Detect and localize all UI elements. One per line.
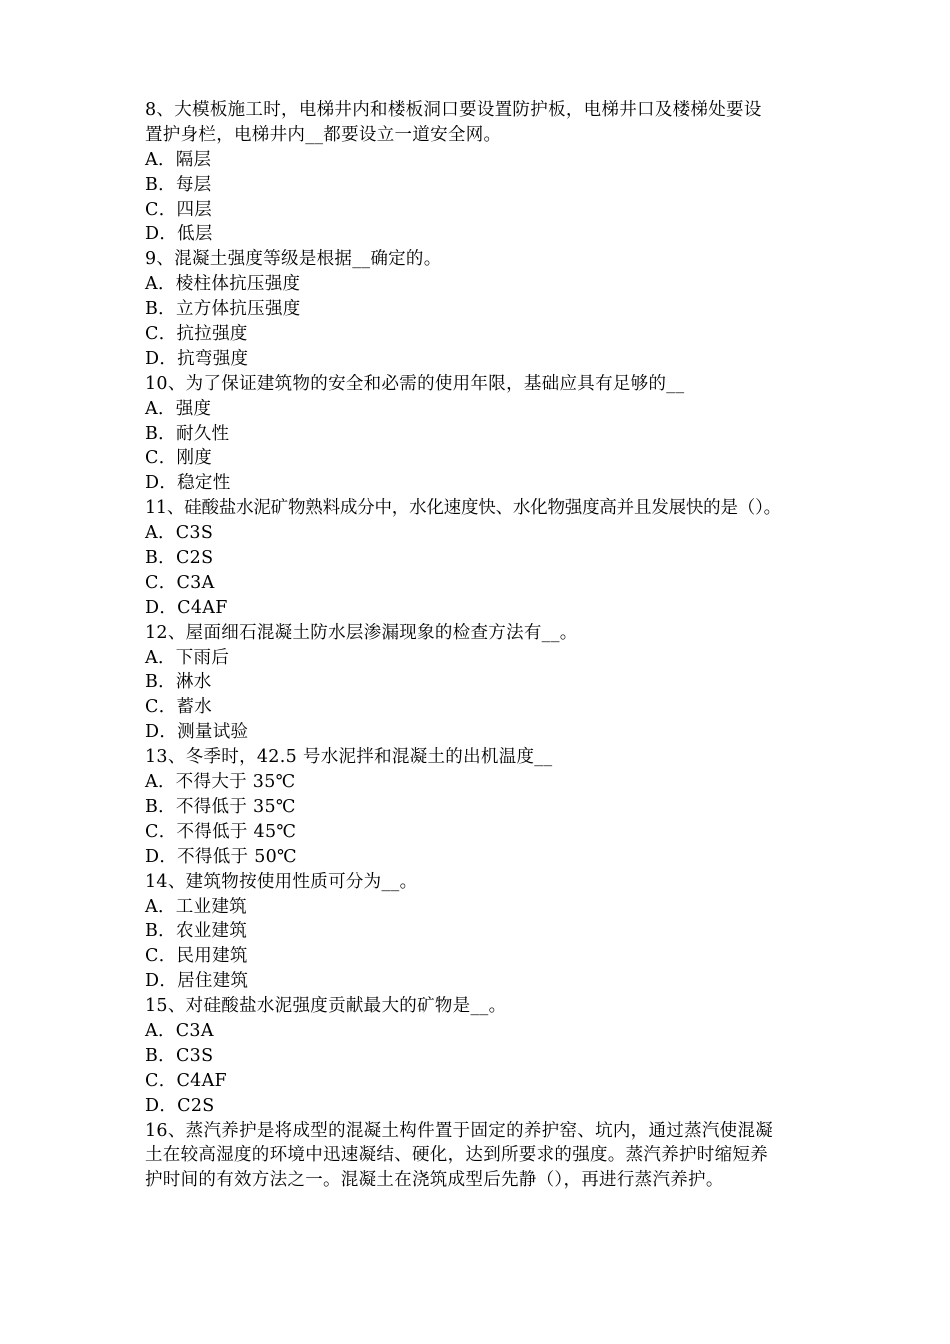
option-c: C．C3A: [145, 572, 215, 593]
option-b: B．不得低于 35℃: [145, 796, 296, 817]
question-stem-line: 11、硅酸盐水泥矿物熟料成分中，水化速度快、水化物强度高并且发展快的是（）。: [145, 498, 781, 519]
option-a: A．C3S: [145, 523, 214, 544]
question-14: [145, 870, 815, 994]
document-page: [145, 98, 815, 1193]
option-a: A．C3A: [145, 1020, 214, 1041]
question-stem-line: 置护身栏，电梯井内__都要设立一道安全网。: [145, 124, 502, 145]
question-11: [145, 496, 815, 620]
question-stem-line: 8、大模板施工时，电梯井内和楼板洞口要设置防护板，电梯井口及楼梯处要设: [145, 100, 762, 120]
question-15: [145, 994, 815, 1118]
question-10: [145, 372, 815, 496]
option-d: D．测量试验: [145, 722, 249, 743]
question-stem-line: 13、冬季时，42.5 号水泥拌和混凝土的出机温度__: [145, 747, 553, 768]
option-c: C．不得低于 45℃: [145, 821, 297, 842]
option-a: A．下雨后: [145, 647, 230, 668]
option-b: B．C3S: [145, 1045, 214, 1066]
option-d: D．C2S: [145, 1095, 215, 1116]
question-8: [145, 98, 815, 247]
option-b: B．C2S: [145, 548, 214, 569]
question-16: [145, 1119, 815, 1194]
option-a: A．工业建筑: [145, 896, 247, 917]
question-stem-line: 10、为了保证建筑物的安全和必需的使用年限，基础应具有足够的__: [145, 373, 685, 394]
question-stem-line: 15、对硅酸盐水泥强度贡献最大的矿物是__。: [145, 996, 507, 1017]
option-b: B．立方体抗压强度: [145, 299, 301, 320]
question-stem-line: 16、蒸汽养护是将成型的混凝土构件置于固定的养护窑、坑内，通过蒸汽使混凝: [145, 1120, 774, 1141]
question-stem-line: 土在较高湿度的环境中迅速凝结、硬化，达到所要求的强度。蒸汽养护时缩短养: [145, 1145, 768, 1166]
option-a: A．强度: [145, 398, 212, 419]
option-d: D．C4AF: [145, 597, 228, 618]
option-c: C．刚度: [145, 448, 213, 469]
option-a: A．棱柱体抗压强度: [145, 274, 301, 295]
question-stem-line: 12、屋面细石混凝土防水层渗漏现象的检查方法有__。: [145, 622, 578, 643]
option-b: B．耐久性: [145, 423, 230, 444]
option-d: D．稳定性: [145, 473, 231, 494]
option-d: D．抗弯强度: [145, 348, 249, 369]
option-a: A．不得大于 35℃: [145, 772, 296, 793]
question-stem-line: 14、建筑物按使用性质可分为__。: [145, 871, 418, 892]
option-b: B．淋水: [145, 672, 212, 693]
option-d: D．低层: [145, 224, 213, 245]
option-c: C．C4AF: [145, 1070, 227, 1091]
question-stem-line: 9、混凝土强度等级是根据__确定的。: [145, 249, 442, 270]
option-b: B．每层: [145, 174, 212, 195]
option-b: B．农业建筑: [145, 921, 248, 942]
option-d: D．居住建筑: [145, 971, 249, 992]
option-a: A．隔层: [145, 149, 212, 170]
option-d: D．不得低于 50℃: [145, 846, 297, 867]
question-stem-line: 护时间的有效方法之一。混凝土在浇筑成型后先静（），再进行蒸汽养护。: [145, 1170, 724, 1191]
option-c: C．民用建筑: [145, 946, 248, 967]
question-13: [145, 745, 815, 869]
option-c: C．蓄水: [145, 697, 213, 718]
question-12: [145, 621, 815, 745]
option-c: C．抗拉强度: [145, 324, 248, 345]
option-c: C．四层: [145, 199, 213, 220]
question-9: [145, 247, 815, 371]
